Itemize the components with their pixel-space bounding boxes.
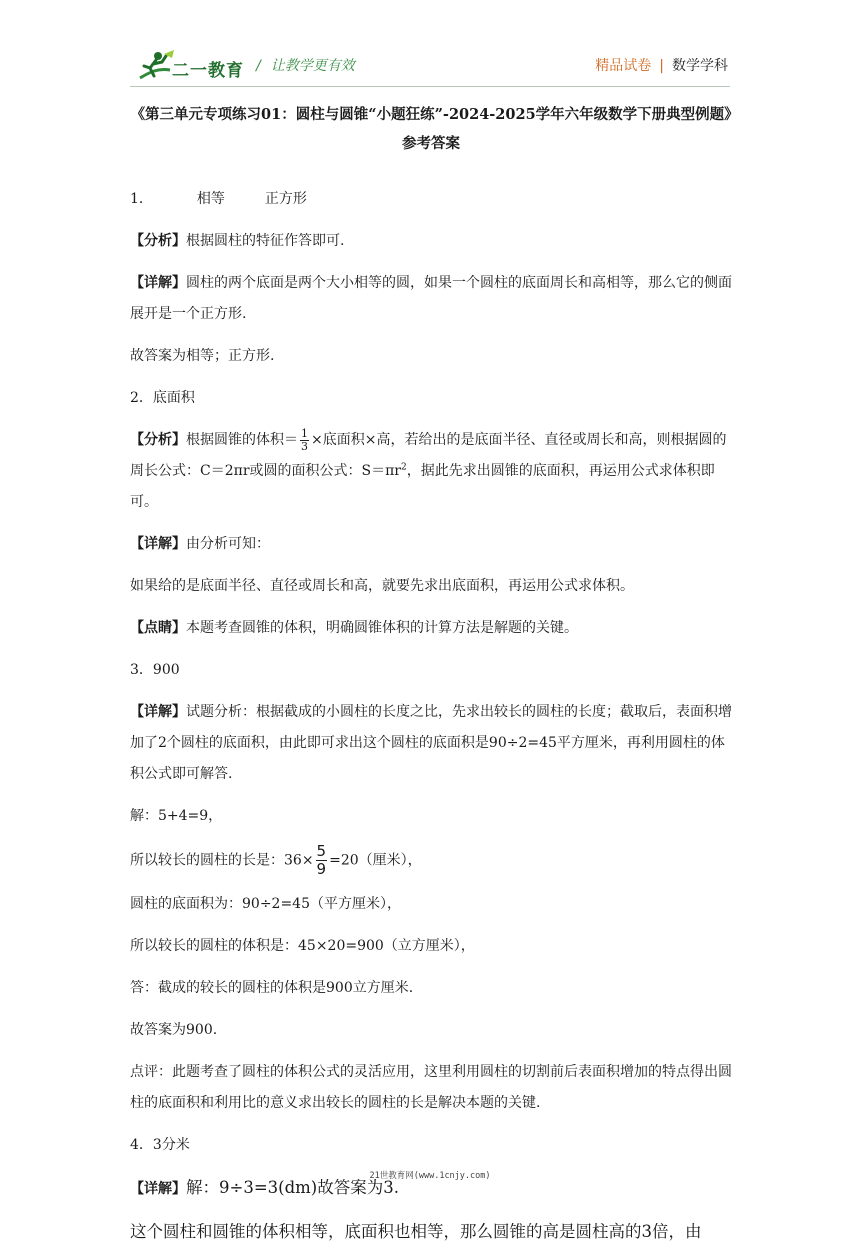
q2-analysis-b: ×底面积×高，若给出的是底面半径、直径或周长和高，则根据圆的周长公式：C＝2πr或圆的面积公式：S＝πr [130, 432, 727, 479]
q2-comment [130, 613, 732, 644]
q3-detail-text: 试题分析：根据截成的小圆柱的长度之比，先求出较长的圆柱的长度；截取后，表面积增加了2个圆柱的底面积，由此即可求出这个圆柱的底面积是90÷2=45平方厘米，再利用圆柱的体积公式即可解答. [130, 704, 732, 782]
q4-detail-tag: 【详解】 [130, 1181, 186, 1197]
q3-step-4: 所以较长的圆柱的体积是：45×20=900（立方厘米）， [130, 938, 475, 954]
q3-detail [130, 697, 732, 790]
q3-answer-text: 900 [152, 662, 180, 678]
q1-analysis-tag: 【分析】 [130, 233, 186, 249]
q3-step-1: 解：5+4=9， [130, 808, 223, 824]
q1-number: 1． [130, 191, 153, 207]
q2-analysis [130, 425, 732, 518]
document-title: 《第三单元专项练习01：圆柱与圆锥“小题狂练”-2024-2025学年六年级数学下册典型例题》参考答案 [130, 106, 732, 152]
q3-step-5: 答：截成的较长的圆柱的体积是900立方厘米. [130, 980, 414, 996]
q2-analysis-c: ，据此先求出圆锥的底面积，再运用公式求体积即可。 [130, 463, 715, 510]
q2-answer-text: 底面积 [152, 390, 195, 406]
q4-answer-text: 3分米 [152, 1137, 190, 1153]
q2-comment-text: 本题考查圆锥的体积，明确圆锥体积的计算方法是解题的关键。 [186, 620, 578, 636]
fraction-numerator: 5 [316, 842, 327, 860]
q3-conclusion: 故答案为900. [130, 1022, 218, 1038]
q1-answer [130, 184, 732, 215]
logo-text: 二一教育 [172, 61, 244, 81]
q4-answer [130, 1130, 732, 1161]
q2-analysis-a: 根据圆锥的体积＝ [186, 432, 298, 448]
q3-step-2 [130, 843, 732, 878]
q3-answer [130, 655, 732, 686]
q2-detail [130, 529, 732, 560]
slogan-text: 让教学更有效 [270, 58, 355, 74]
q3-comment: 点评：此题考查了圆柱的体积公式的灵活应用，这里利用圆柱的切割前后表面积增加的特点得出圆柱的底面积和利用比的意义求出较长的圆柱的长是解决本题的关键. [130, 1064, 732, 1111]
q1-answer-2: 正方形 [264, 191, 307, 207]
q1-analysis [130, 226, 732, 257]
answer-content [130, 100, 732, 1258]
q4-detail-text: 解：9÷3=3(dm)故答案为3. [186, 1178, 399, 1197]
slogan-slash: / [256, 58, 261, 74]
premium-badge: 精品试卷 [595, 58, 652, 74]
q1-conclusion: 故答案为相等；正方形. [130, 348, 275, 364]
header-separator: | [659, 58, 664, 74]
one-third-fraction [300, 428, 309, 453]
slogan [256, 55, 355, 75]
q2-detail-2: 如果给的是底面半径、直径或周长和高，就要先求出底面积，再运用公式求体积。 [130, 578, 634, 594]
q2-answer [130, 383, 732, 414]
q1-detail [130, 268, 732, 330]
q2-number: 2． [130, 390, 153, 406]
q1-detail-tag: 【详解】 [130, 275, 186, 291]
page-footer: 21世教育网(www.1cnjy.com) [369, 1171, 491, 1181]
five-ninths-fraction [316, 843, 328, 878]
q3-step-2a: 所以较长的圆柱的长是：36× [130, 852, 314, 869]
q4-detail-2: 这个圆柱和圆锥的体积相等，底面积也相等，那么圆锥的高是圆柱高的3倍，由 [130, 1222, 702, 1241]
q3-number: 3． [130, 662, 153, 678]
header-divider [130, 86, 730, 87]
subject-label: 数学学科 [672, 58, 728, 74]
q1-answer-1: 相等 [196, 191, 225, 207]
superscript-2: 2 [401, 462, 407, 473]
q2-detail-tag: 【详解】 [130, 536, 186, 552]
q1-analysis-text: 根据圆柱的特征作答即可. [186, 233, 345, 249]
header-right [595, 55, 728, 75]
q2-detail-text: 由分析可知： [186, 536, 270, 552]
q1-detail-text: 圆柱的两个底面是两个大小相等的圆，如果一个圆柱的底面周长和高相等，那么它的侧面展开是一个正方形. [130, 275, 732, 322]
fraction-numerator: 1 [301, 426, 308, 440]
q3-detail-tag: 【详解】 [130, 704, 186, 720]
q3-step-2b: =20（厘米）， [329, 852, 422, 869]
q2-comment-tag: 【点睛】 [130, 620, 186, 636]
q4-number: 4． [130, 1137, 153, 1153]
q2-analysis-tag: 【分析】 [130, 432, 186, 448]
fraction-denominator: 3 [301, 439, 308, 453]
fraction-denominator: 9 [316, 860, 327, 878]
q3-step-3: 圆柱的底面积为：90÷2=45（平方厘米）， [130, 896, 401, 912]
page-header [0, 0, 860, 92]
